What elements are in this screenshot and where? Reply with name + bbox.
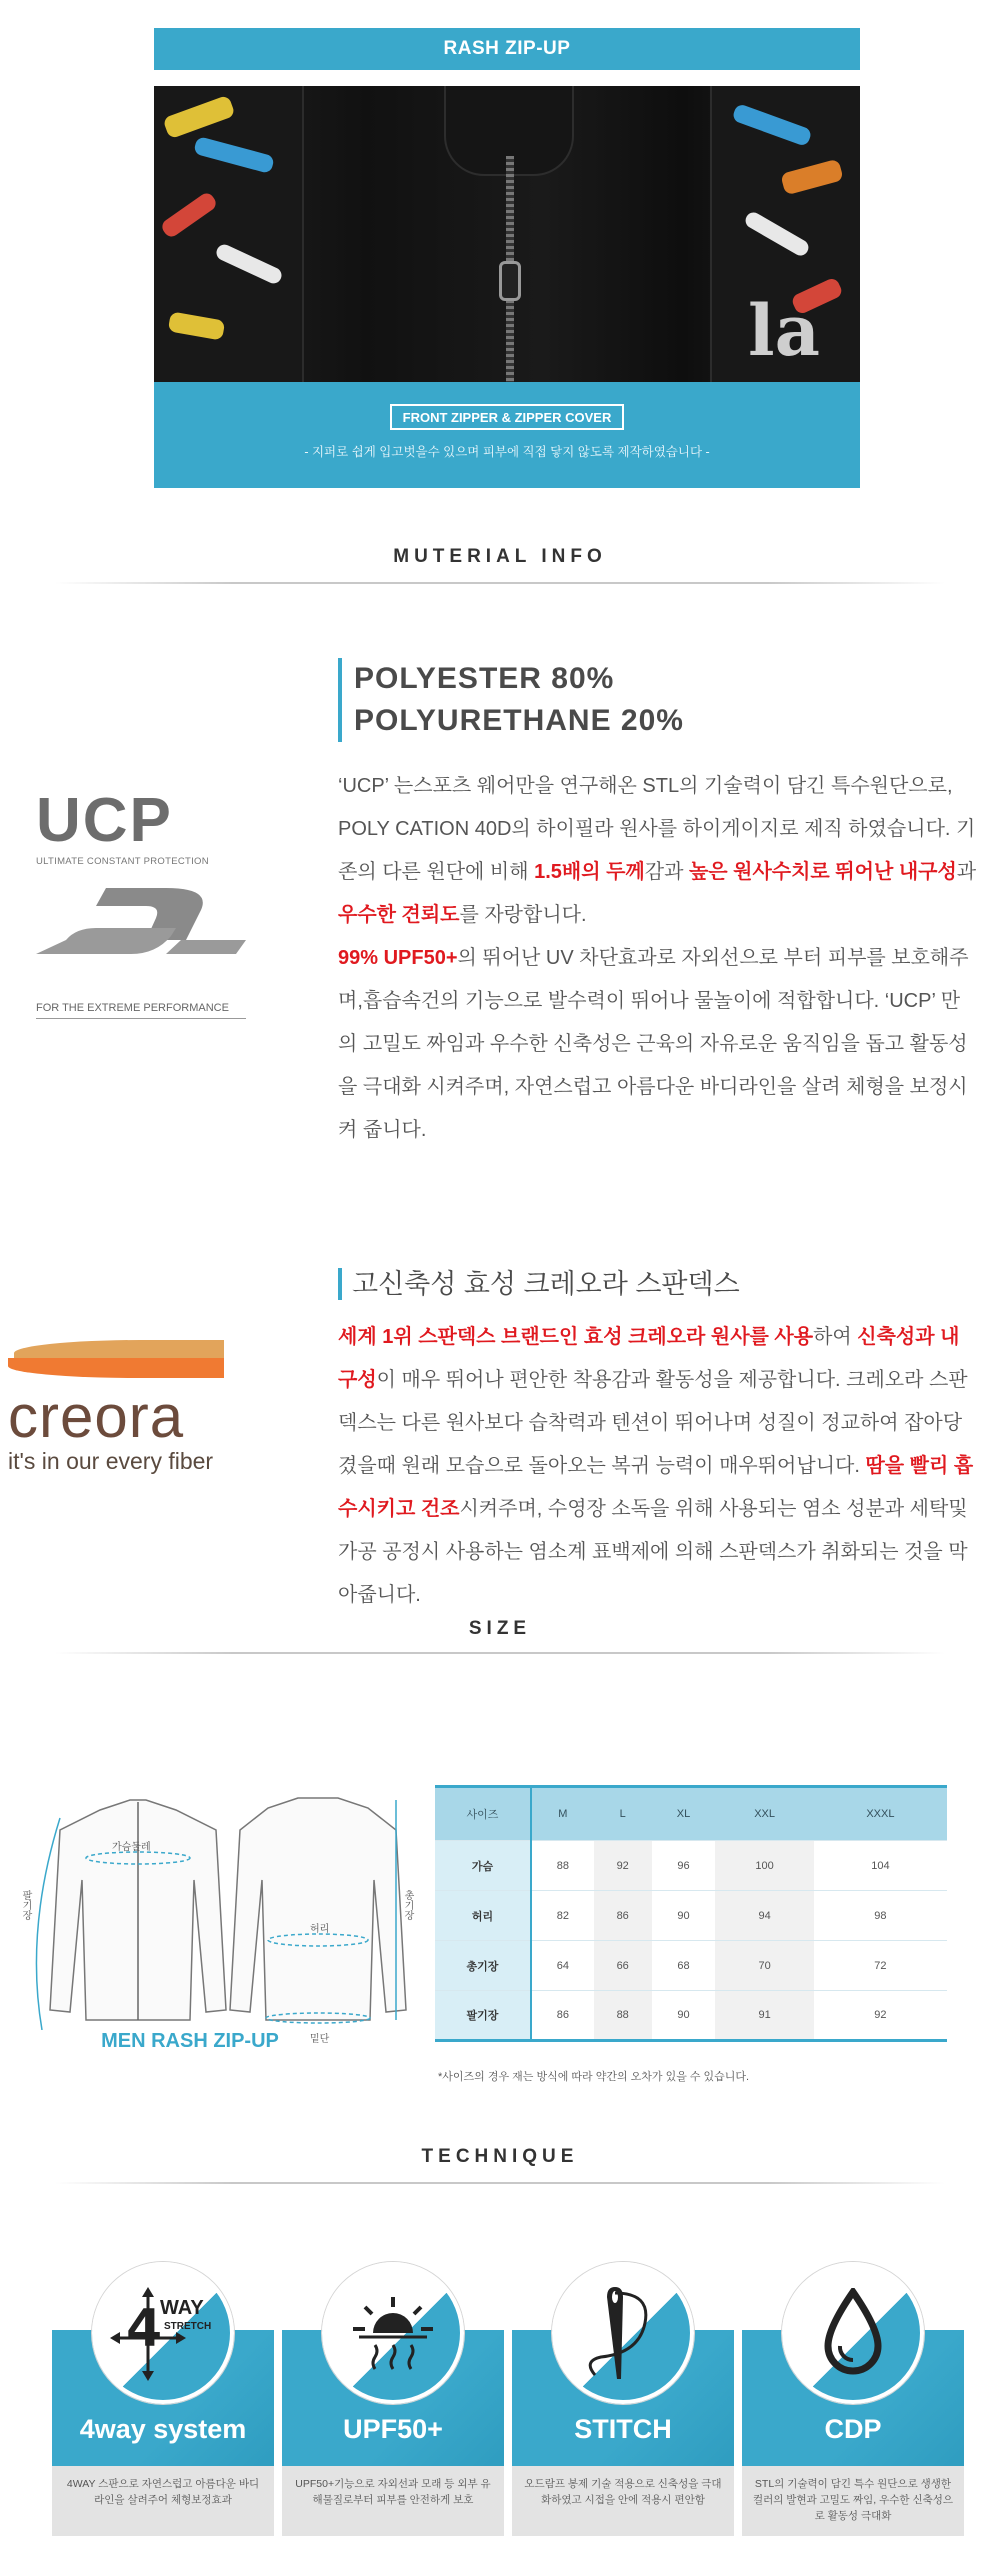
- 4way-stretch-icon: [96, 2266, 230, 2400]
- table-cell: 90: [652, 1891, 716, 1941]
- diagram-label-hem: 밑단: [310, 2034, 330, 2045]
- section-divider: [55, 582, 945, 584]
- technique-name: CDP: [824, 2414, 882, 2444]
- material-text: 의 뛰어난 UV 차단효과로 자외선으로 부터 피부를 보호해주며,흡습속건의 기능으로 발수력이 뛰어나 물놀이에 적합합니다. ‘UCP’ 만의 고밀도 짜임과 우수한 신축성은 근육의 자유로운 움직임을 돕고 활동성을 극대화 시켜주며, 자연스럽고 아름다운 바디라인을 살려 체형을 보정시켜 줍니다.: [338, 947, 969, 1141]
- creora-description: [338, 1316, 978, 1617]
- material-description: [338, 765, 978, 1152]
- size-col-header: XXXL: [814, 1787, 947, 1841]
- technique-card-upf: [282, 2262, 504, 2527]
- feature-description: - 지퍼로 쉽게 입고벗을수 있으며 피부에 직접 닿지 않도록 제작하였습니다 -: [304, 445, 710, 459]
- material-heading-1: POLYESTER 80%: [354, 662, 615, 695]
- technique-name: UPF50+: [343, 2414, 443, 2444]
- material-section-title: MUTERIAL INFO: [393, 546, 607, 567]
- jacket-outline-icon: [20, 1790, 420, 2030]
- 4way-number: 4: [126, 2299, 163, 2359]
- creora-tagline: it's in our every fiber: [8, 1448, 214, 1474]
- size-col-header: M: [531, 1787, 594, 1841]
- needle-thread-icon: [556, 2266, 690, 2400]
- size-col-header: L: [594, 1787, 652, 1841]
- material-highlight: 높은 원사수치로 뛰어난 내구성: [688, 861, 957, 883]
- ucp-tagline: FOR THE EXTREME PERFORMANCE: [36, 1002, 246, 1019]
- table-row: [435, 1841, 947, 1891]
- creora-logo: [8, 1340, 238, 1475]
- creora-highlight: 신축성과 내구성: [338, 1326, 960, 1391]
- diagram-label-sleeve: 팔기장: [20, 1890, 31, 1920]
- table-cell: 88: [594, 1991, 652, 2041]
- creora-swoosh-orange: [8, 1358, 224, 1378]
- technique-desc: UPF50+기능으로 자외선과 모래 등 외부 유해물질로부터 피부를 안전하게 보호: [295, 2478, 491, 2506]
- technique-desc: 4WAY 스판으로 자연스럽고 아름다운 바디라인을 살려주어 체형보정효과: [66, 2478, 260, 2506]
- creora-logo-text: creora: [8, 1383, 185, 1450]
- size-note: *사이즈의 경우 재는 방식에 따라 약간의 오차가 있을 수 있습니다.: [438, 2071, 750, 2083]
- diagram-label-length: 총기장: [402, 1890, 413, 1920]
- table-cell: 91: [715, 1991, 813, 2041]
- 4way-stretch-text: STRETCH: [164, 2321, 212, 2332]
- row-label: 총기장: [435, 1941, 531, 1991]
- material-text: 감과: [644, 861, 689, 883]
- ucp-logo-text: UCP: [36, 786, 173, 855]
- row-label: 허리: [435, 1891, 531, 1941]
- row-label: 팔기장: [435, 1991, 531, 2041]
- card-icon-circle: [782, 2262, 924, 2404]
- size-header-label: 사이즈: [435, 1787, 531, 1841]
- technique-desc: STL의 기술력이 담긴 특수 원단으로 생생한 컬러의 발현과 고밀도 짜임, 우수한 신축성으로 활동성 극대화: [752, 2478, 954, 2522]
- size-caption: MEN RASH ZIP-UP: [101, 2030, 279, 2052]
- ucp-logo: [36, 786, 246, 867]
- technique-card-cdp: [742, 2262, 964, 2527]
- table-row: [435, 1941, 947, 1991]
- feature-pill: FRONT ZIPPER & ZIPPER COVER: [390, 404, 624, 430]
- ucp-wave-logo-icon: [36, 888, 246, 959]
- water-drop-icon: [786, 2266, 920, 2400]
- technique-card-4way: [52, 2262, 274, 2527]
- section-divider: [55, 1652, 945, 1654]
- table-cell: 70: [715, 1941, 813, 1991]
- table-cell: 98: [814, 1891, 947, 1941]
- table-cell: 92: [814, 1991, 947, 2041]
- technique-section-title: TECHNIQUE: [421, 2146, 579, 2167]
- table-cell: 90: [652, 1991, 716, 2041]
- diagram-label-chest: 가슴둘레: [112, 1842, 151, 1853]
- creora-heading: 고신축성 효성 크레오라 스판덱스: [338, 1268, 740, 1300]
- feature-box: [154, 382, 860, 488]
- table-cell: 88: [531, 1841, 594, 1891]
- table-cell: 86: [531, 1991, 594, 2041]
- table-cell: 68: [652, 1941, 716, 1991]
- material-highlight: 99% UPF50+: [338, 947, 458, 969]
- creora-highlight: 세계 1위 스판덱스 브랜드인 효성 크레오라 원사를 사용: [338, 1326, 814, 1348]
- creora-text: 이 매우 뛰어나 편안한 착용감과 활동성을 제공합니다. 크레오라 스판덱스는 다른 원사보다 습착력과 텐션이 뛰어나며 성질이 정교하여 잡아당겼을때 원래 모습으로 돌아오는 복귀 능력이 매우뛰어납니다.: [338, 1369, 968, 1477]
- card-icon-circle: [552, 2262, 694, 2404]
- technique-desc: 오드람프 봉제 기술 적용으로 신축성을 극대화하였고 시접을 안에 적용시 편안함: [524, 2478, 722, 2506]
- shirt-print: la: [748, 289, 820, 372]
- creora-text: 시켜주며, 수영장 소독을 위해 사용되는 염소 성분과 세탁및 가공 공정시 사용하는 염소계 표백제에 의해 스판덱스가 취화되는 것을 막아줍니다.: [338, 1498, 968, 1606]
- technique-name: STITCH: [574, 2414, 672, 2444]
- size-table: [435, 1785, 947, 2042]
- table-row: [435, 1991, 947, 2041]
- table-cell: 64: [531, 1941, 594, 1991]
- table-cell: 72: [814, 1941, 947, 1991]
- material-text: 과: [956, 861, 977, 883]
- material-heading-2: POLYURETHANE 20%: [354, 704, 684, 737]
- technique-card-stitch: [512, 2262, 734, 2527]
- row-label: 가슴: [435, 1841, 531, 1891]
- left-sleeve: [154, 86, 304, 382]
- 4way-way-text: WAY: [160, 2297, 204, 2319]
- material-highlight: 우수한 견뢰도: [338, 904, 460, 926]
- material-highlight: 1.5배의 두께: [534, 861, 645, 883]
- card-icon-circle: [92, 2262, 234, 2404]
- table-row: [435, 1891, 947, 1941]
- material-text: 를 자랑합니다.: [459, 904, 587, 926]
- banner-title: RASH ZIP-UP: [154, 28, 860, 70]
- table-cell: 104: [814, 1841, 947, 1891]
- table-cell: 66: [594, 1941, 652, 1991]
- table-cell: 96: [652, 1841, 716, 1891]
- diagram-label-waist: 허리: [310, 1924, 330, 1935]
- zipper-pull: [499, 261, 521, 301]
- section-divider: [55, 2182, 945, 2184]
- size-table-header: [435, 1787, 947, 1841]
- size-section-title: SIZE: [468, 1618, 532, 1639]
- creora-text: 하여: [813, 1326, 858, 1348]
- ucp-logo-subtitle: ULTIMATE CONSTANT PROTECTION: [36, 856, 209, 867]
- table-cell: 94: [715, 1891, 813, 1941]
- size-diagram: [20, 1790, 420, 2050]
- creora-highlight: 땀을 빨리 흡수시키고 건조: [338, 1455, 974, 1520]
- table-cell: 82: [531, 1891, 594, 1941]
- table-cell: 86: [594, 1891, 652, 1941]
- card-icon-circle: [322, 2262, 464, 2404]
- technique-name: 4way system: [79, 2414, 247, 2444]
- material-heading: [338, 658, 684, 742]
- table-cell: 100: [715, 1841, 813, 1891]
- size-col-header: XL: [652, 1787, 716, 1841]
- size-col-header: XXL: [715, 1787, 813, 1841]
- sun-uv-icon: [326, 2266, 460, 2400]
- material-text: ‘UCP’ 는스포츠 웨어만을 연구해온 STL의 기술력이 담긴 특수원단으로, POLY CATION 40D의 하이필라 원사를 하이게이지로 제직 하였습니다. 기존의 다른 원단에 비해: [338, 775, 976, 883]
- table-cell: 92: [594, 1841, 652, 1891]
- product-photo: [154, 86, 860, 382]
